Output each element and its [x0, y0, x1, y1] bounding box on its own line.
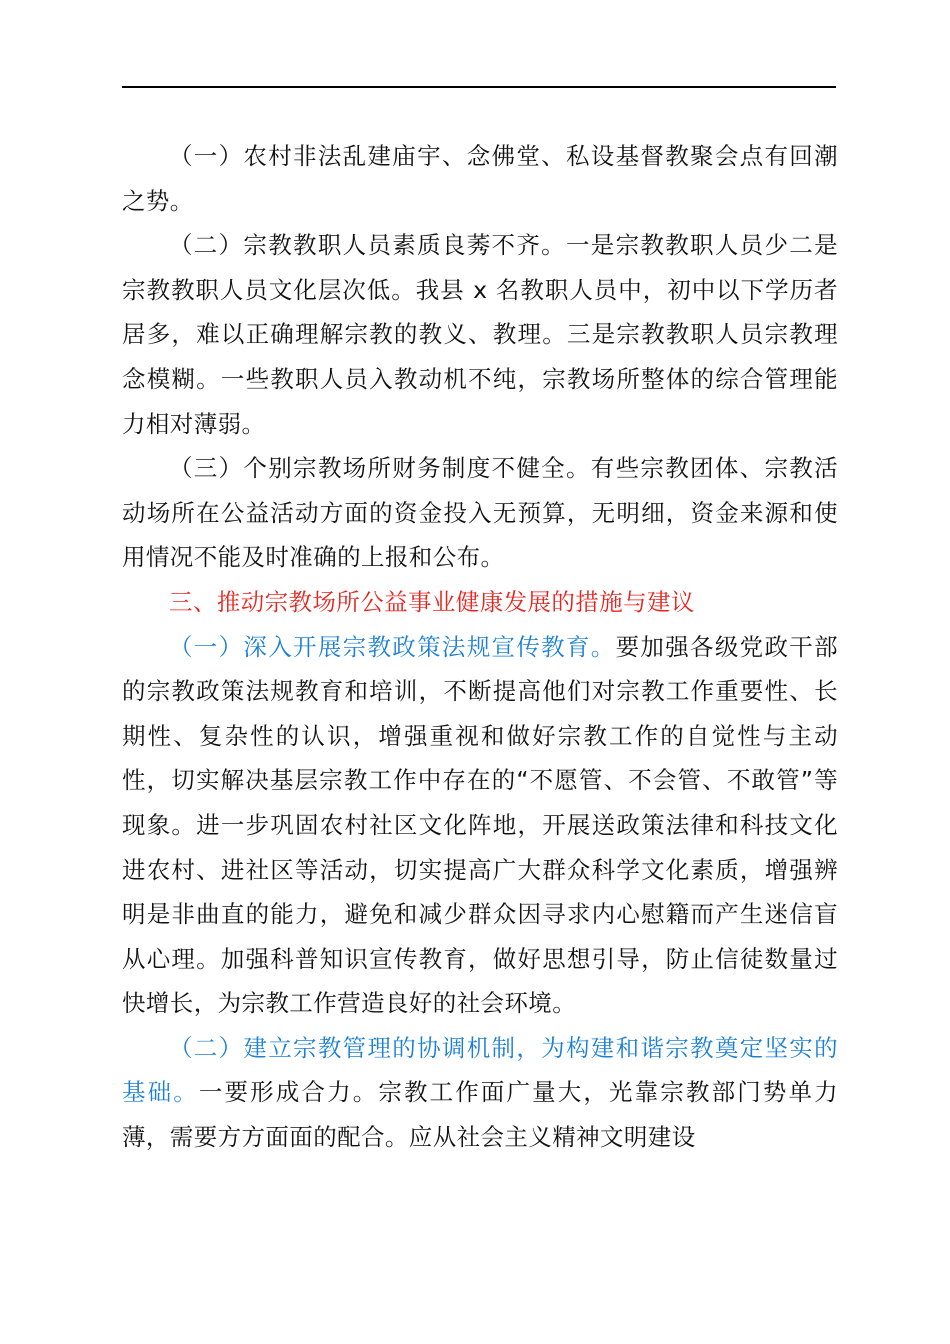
paragraph-problem-1: （一）农村非法乱建庙宇、念佛堂、私设基督教聚会点有回潮之势。	[122, 142, 838, 215]
measure-2-body: 一要形成合力。宗教工作面广量大，光靠宗教部门势单力薄，需要方方面面的配合。应从社会主义精神文明建设	[122, 1078, 839, 1152]
document-body	[122, 134, 838, 1160]
header-rule	[122, 86, 836, 88]
measure-2-title: （二）建立宗教管理的协调机制，为构建和谐宗教奠定坚实的基础。	[122, 1033, 838, 1107]
paragraph-measure-1	[122, 625, 838, 1026]
paragraph-problem-3: （三）个别宗教场所财务制度不健全。有些宗教团体、宗教活动场所在公益活动方面的资金投入无预算，无明细，资金来源和使用情况不能及时准确的上报和公布。	[122, 454, 838, 572]
paragraph-problem-2: （二）宗教教职人员素质良莠不齐。一是宗教教职人员少二是宗教教职人员文化层次低。我县 x 名教职人员中，初中以下学历者居多，难以正确理解宗教的教义、教理。三是宗教教职人员宗教理念模糊。一些教职人员入教动机不纯，宗教场所整体的综合管理能力相对薄弱。	[122, 231, 838, 438]
section-heading: 三、推动宗教场所公益事业健康发展的措施与建议	[169, 587, 695, 616]
paragraph-measure-2	[122, 1026, 838, 1160]
measure-1-body: 要加强各级党政干部的宗教政策法规教育和培训，不断提高他们对宗教工作重要性、长期性、复杂性的认识，增强重视和做好宗教工作的自觉性与主动性，切实解决基层宗教工作中存在的“不愿管、不会管、不敢管”等现象。进一步巩固农村社区文化阵地，开展送政策法律和科技文化进农村、进社区等活动，切实提高广大群众科学文化素质，增强辨明是非曲直的能力，避免和减少群众因寻求内心慰籍而产生迷信盲从心理。加强科普知识宣传教育，做好思想引导，防止信徒数量过快增长，为宗教工作营造良好的社会环境。	[122, 632, 838, 1018]
measure-1-title: （一）深入开展宗教政策法规宣传教育。	[169, 632, 616, 661]
